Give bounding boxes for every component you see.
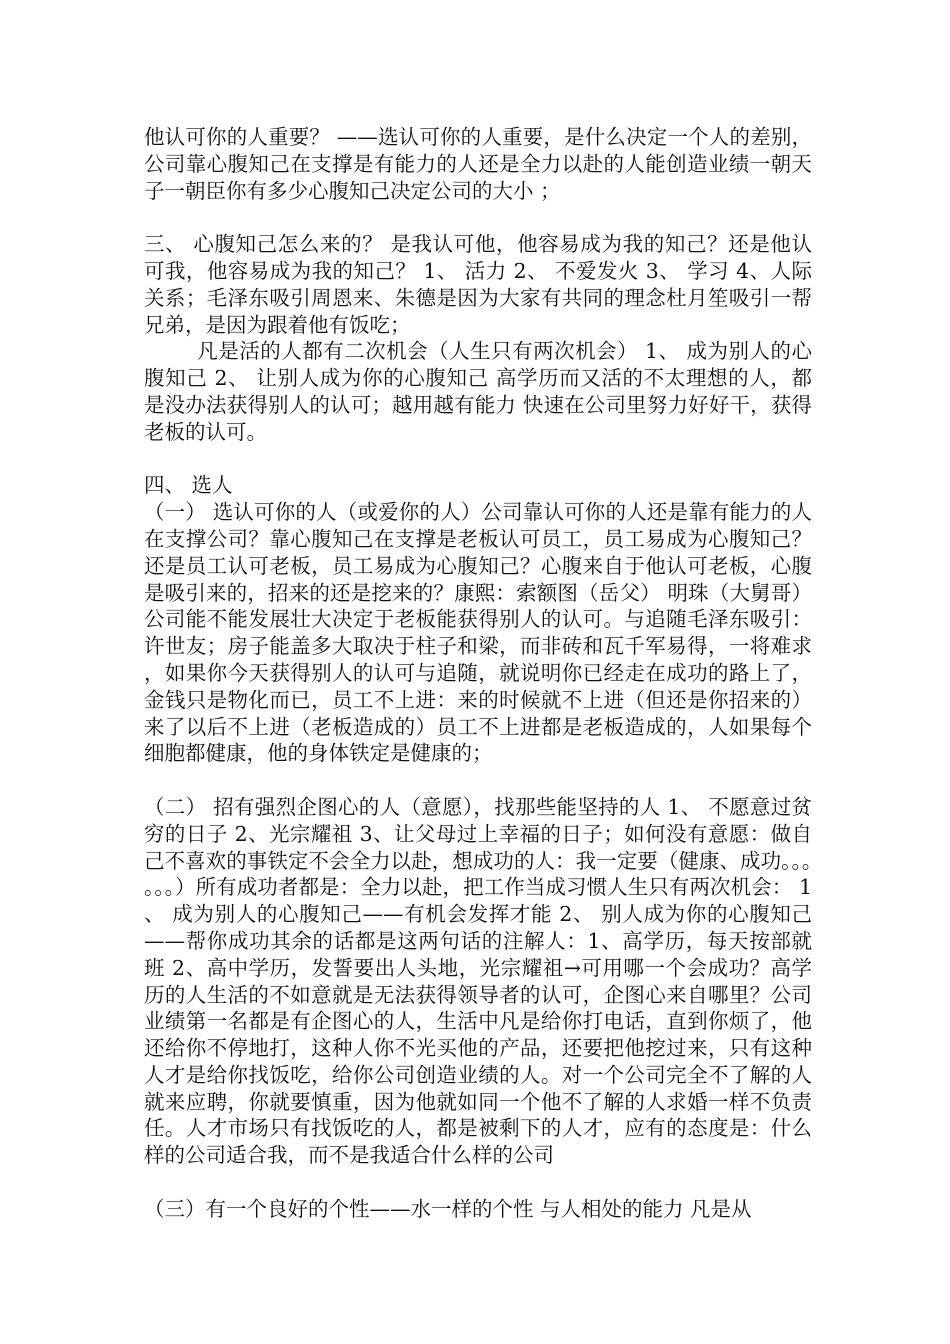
section-heading-4: 四、 选人	[144, 473, 233, 498]
paragraph-subsection-1: （一） 选认可你的人（或爱你的人）公司靠认可你的人还是靠有能力的人在支撑公司？靠心腹知己在支撑是老板认可员工，员工易成为心腹知己？还是员工认可老板，员工易成为心腹知己？心腹来自于他认可老板，心腹是吸引来的，招来的还是挖来的？康熙：索额图（岳父） 明珠（大舅哥）公司能不能发展壮大决定于老板能获得别人的认可。与追随毛泽东吸引：许世友；房子能盖多大取决于柱子和梁，而非砖和瓦千军易得，一将难求，如果你今天获得别人的认可与追随，就说明你已经走在成功的路上了，金钱只是物化而已，员工不上进：来的时候就不上进（但还是你招来的） 来了以后不上进（老板造成的）员工不上进都是老板造成的，人如果每个细胞都健康，他的身体铁定是健康的；	[144, 500, 812, 766]
paragraph-spacer	[144, 446, 812, 473]
paragraph-spacer	[144, 1169, 812, 1196]
paragraph-spacer	[144, 204, 812, 231]
paragraph-indented: 凡是活的人都有二次机会（人生只有两次机会） 1、 成为别人的心腹知己 2、 让别人成为你的心腹知己 高学历而又活的不太理想的人，都是没办法获得别人的认可；越用越有能力 快速在公司里努力好好干，获得老板的认可。	[144, 339, 812, 444]
paragraph-spacer	[144, 767, 812, 794]
document-body	[144, 124, 812, 1223]
paragraph-subsection-2: （二） 招有强烈企图心的人（意愿），找那些能坚持的人 1、 不愿意过贫穷的日子 2、光宗耀祖 3、让父母过上幸福的日子；如何没有意愿：做自己不喜欢的事铁定不会全力以赴，想成功的人：我一定要（健康、成功。。。。。。）所有成功者都是：全力以赴，把工作当成习惯人生只有两次机会： 1、 成为别人的心腹知己——有机会发挥才能 2、 别人成为你的心腹知己——帮你成功其余的话都是这两句话的注解人：1、高学历，每天按部就班 2、高中学历，发誓要出人头地，光宗耀祖→可用哪一个会成功？高学历的人生活的不如意就是无法获得领导者的认可，企图心来自哪里？公司业绩第一名都是有企图心的人，生活中凡是给你打电话，直到你烦了，他还给你不停地打，这种人你不光买他的产品，还要把他挖过来，只有这种人才是给你找饭吃，给你公司创造业绩的人。对一个公司完全不了解的人就来应聘，你就要慎重，因为他就如同一个他不了解的人求婚一样不负责任。人才市场只有找饭吃的人，都是被剩下的人才，应有的态度是：什么样的公司适合我，而不是我适合什么样的公司	[144, 794, 812, 1168]
paragraph-subsection-3: （三）有一个良好的个性——水一样的个性 与人相处的能力 凡是从	[144, 1196, 752, 1221]
paragraph-section-3: 三、 心腹知己怎么来的？ 是我认可他，他容易成为我的知己？还是他认可我，他容易成为我的知己？ 1、 活力 2、 不爱发火 3、 学习 4、人际关系；毛泽东吸引周恩来、朱德是因为大家有共同的理念杜月笙吸引一帮兄弟，是因为跟着他有饭吃；	[144, 232, 812, 337]
paragraph-1: 他认可你的人重要？ ——选认可你的人重要，是什么决定一个人的差别，公司靠心腹知己在支撑是有能力的人还是全力以赴的人能创造业绩一朝天子一朝臣你有多少心腹知己决定公司的大小 ；	[144, 125, 812, 203]
